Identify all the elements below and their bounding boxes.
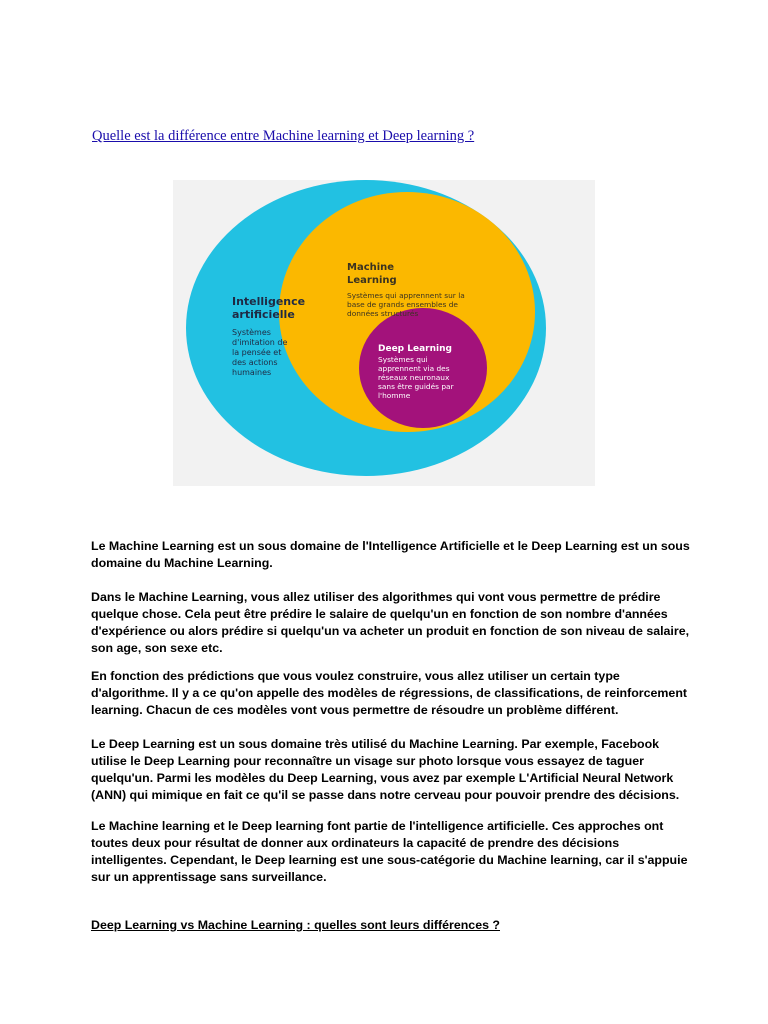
ai-desc-2: d'imitation de: [232, 338, 288, 347]
dl-desc-5: l'homme: [378, 391, 411, 400]
dl-desc-3: réseaux neuronaux: [378, 373, 450, 382]
ai-title-2: artificielle: [232, 308, 295, 321]
title-link[interactable]: Quelle est la différence entre Machine learning et Deep learning ?: [92, 128, 475, 144]
ml-desc-3: données structurés: [347, 309, 419, 318]
ai-ml-dl-diagram: [173, 180, 595, 486]
ai-desc-4: des actions: [232, 358, 278, 367]
paragraph-3: En fonction des prédictions que vous voulez construire, vous allez utiliser un certain type d'algorithme. Il y a ce qu'on appelle des modèles de régressions, de classifications, de reinforcement learning. Chacun de ces modèles vont vous permettre de résoudre un problème différent.: [91, 669, 688, 717]
paragraph-2: Dans le Machine Learning, vous allez utiliser des algorithmes qui vont vous permettre de prédire quelque chose. Cela peut être prédire le salaire de quelqu'un en fonction de son nombre d'années d'expérience ou alors prédire si quelqu'un va acheter un produit en fonction de son niveau de salaire, son age, son sexe etc.: [91, 590, 690, 655]
dl-desc-2: apprennent via des: [378, 364, 450, 373]
ml-desc-1: Systèmes qui apprennent sur la: [347, 291, 465, 300]
ml-title-2: Learning: [347, 275, 397, 286]
dl-title: Deep Learning: [378, 344, 452, 354]
ai-desc-5: humaines: [232, 368, 272, 377]
paragraph-1: Le Machine Learning est un sous domaine de l'Intelligence Artificielle et le Deep Learning est un sous domaine du Machine Learning.: [91, 539, 690, 570]
ml-desc-2: base de grands ensembles de: [347, 300, 458, 309]
paragraph-4: Le Deep Learning est un sous domaine très utilisé du Machine Learning. Par exemple, Facebook utilise le Deep Learning pour reconnaître un visage sur photo lorsque vous essayez de taguer quelqu'un. Parmi les modèles du Deep Learning, vous avez par exemple L'Artificial Neural Network (ANN) qui mimique en fait ce qu'il se passe dans notre cerveau pour pouvoir prendre des décisions.: [91, 737, 680, 802]
ai-title-1: Intelligence: [232, 295, 306, 308]
paragraph-5: Le Machine learning et le Deep learning font partie de l'intelligence artificielle. Ces approches ont toutes deux pour résultat de donner aux ordinateurs la capacité de prendre des décisions intelligentes. Cependant, le Deep learning est une sous-catégorie du Machine learning, car il s'appuie sur un apprentissage sans surveillance.: [91, 819, 688, 884]
subheading: Deep Learning vs Machine Learning : quelles sont leurs différences ?: [91, 918, 500, 932]
dl-desc-4: sans être guidés par: [378, 382, 454, 391]
ai-desc-3: la pensée et: [232, 348, 282, 357]
ml-title-1: Machine: [347, 262, 395, 273]
dl-desc-1: Systèmes qui: [378, 355, 428, 364]
ai-desc-1: Systèmes: [232, 328, 271, 337]
